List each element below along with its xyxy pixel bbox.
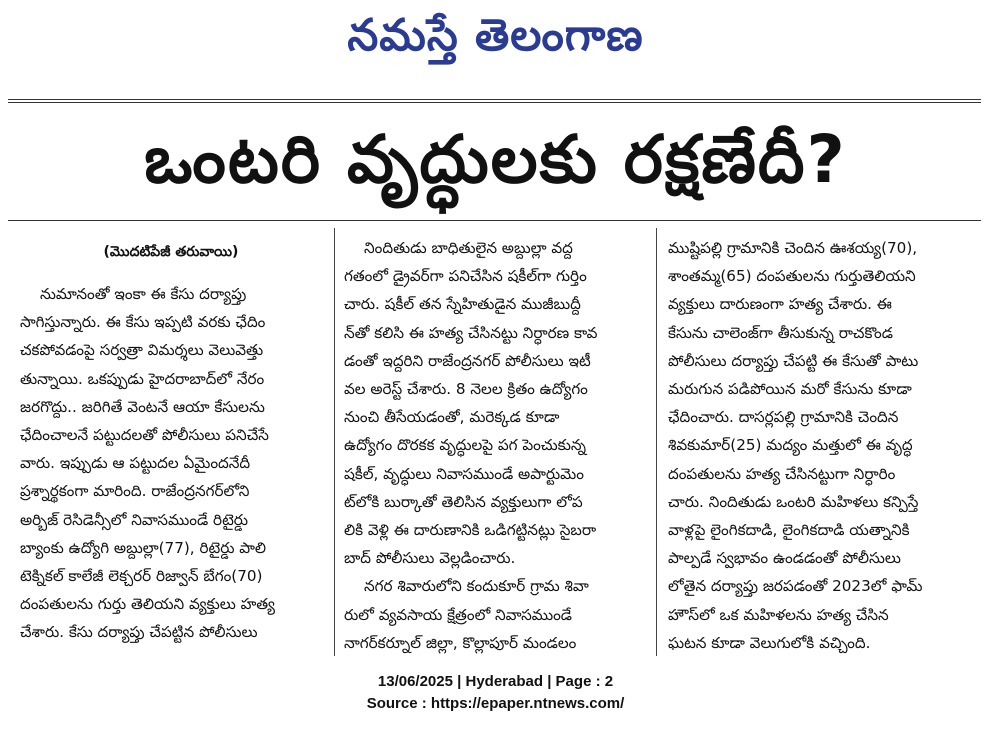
article-line: చకపోవడంపై సర్వత్రా విమర్శలు వెలువెత్తు <box>20 341 264 360</box>
article-column-2 <box>344 234 646 654</box>
article-line: నుంచి తీసేయడంతో, మరెక్కడ కూడా <box>344 408 560 427</box>
footer-source-line: Source : https://epaper.ntnews.com/ <box>366 695 625 712</box>
article-line: ఉద్యోగం దొరకక వృద్ధులపై పగ పెంచుకున్న <box>344 436 587 455</box>
masthead: నమస్తే తెలంగాణ <box>347 10 644 61</box>
article-line: వ్యక్తులు దారుణంగా హత్య చేశారు. ఈ <box>668 295 892 314</box>
article-line: రులో వ్యవసాయ క్షేత్రంలో నివాసముండే <box>344 605 573 624</box>
headline: ఒంటరి వృద్ధులకు రక్షణేదీ? <box>144 121 847 198</box>
article-line: వాళ్లపై లైంగికదాడి, లైంగికదాడి యత్నానికి <box>668 521 910 540</box>
column-text <box>344 234 646 654</box>
article-line: ప్రశ్నార్థకంగా మారింది. రాజేంద్రనగర్‌లోని <box>20 482 250 501</box>
article-line: దంపతులను గుర్తు తెలియని వ్యక్తులు హత్య <box>20 595 275 614</box>
article-line: చారు. నిందితుడు ఒంటరి మహిళలు కన్పిస్తే <box>668 492 919 511</box>
article-line: లోతైన దర్యాప్తు జరపడంతో 2023లో ఫామ్ <box>668 577 923 596</box>
article-line: నిందితుడు బాధితులైన అబ్దుల్లా వద్ద <box>364 239 573 257</box>
article-line: కేసును చాలెంజ్‌గా తీసుకున్న రాచకొండ <box>668 323 893 342</box>
article-line: శాంతమ్మ(65) దంపతులను గుర్తుతెలియని <box>668 267 916 286</box>
article-column-1 <box>20 234 322 654</box>
article-line: నుమానంతో ఇంకా ఈ కేసు దర్యాప్తు <box>40 285 247 303</box>
article-line: చేశారు. కేసు దర్యాప్తు చేపట్టిన పోలీసులు <box>20 623 258 642</box>
article-line: ఛేదించాలనే పట్టుదలతో పోలీసులు పనిచేసే <box>20 426 269 445</box>
footer-date-line: 13/06/2025 | Hyderabad | Page : 2 <box>377 673 614 690</box>
column-text <box>668 234 970 654</box>
column-divider <box>334 228 335 656</box>
article-line: దంపతులను హత్య చేసినట్టుగా నిర్ధారిం <box>668 464 896 483</box>
article-line: హౌస్‌లో ఒక మహిళలను హత్య చేసిన <box>668 605 889 624</box>
article-line: సాగిస్తున్నారు. ఈ కేసు ఇప్పటి వరకు ఛేదిం <box>20 313 266 332</box>
headline-rule <box>8 220 981 221</box>
article-line: టెక్నికల్ కాలేజీ లెక్చరర్ రిజ్వాన్ బేగం(70) <box>20 567 263 586</box>
column-divider <box>656 228 657 656</box>
article-line: న్‌తో కలిసి ఈ హత్య చేసినట్టు నిర్ధారణ కావ <box>344 323 598 342</box>
article-line: పోలీసులు దర్యాప్తు చేపట్టి ఈ కేసుతో పాటు <box>668 351 919 370</box>
article-line: షకీల్, వృద్ధులు నివాసముండే అపార్టుమెం <box>344 464 584 483</box>
article-line: ఘటన కూడా వెలుగులోకి వచ్చింది. <box>668 633 871 652</box>
article-line: అర్బిజ్ రెసిడెన్సీలో నివాసముండే రిటైర్డు <box>20 510 249 529</box>
jump-note: (మొదటిపేజీ తరువాయి) <box>103 244 239 260</box>
article-line: వల అరెస్ట్ చేశారు. 8 నెలల క్రితం ఉద్యోగం <box>344 380 588 399</box>
article-line: గతంలో డ్రైవర్‌గా పనిచేసిన షకీల్‌గా గుర్తిం <box>344 267 587 286</box>
article-line: నగర శివారులోని కందుకూర్ గ్రామ శివా <box>364 577 589 596</box>
article-line: ముష్టిపల్లి గ్రామానికి చెందిన ఊశయ్య(70), <box>668 239 918 257</box>
column-text <box>20 280 322 647</box>
masthead-rule-thin <box>8 102 981 103</box>
article-line: ఛేదించారు. దాసర్లపల్లి గ్రామానికి చెందిన <box>668 408 899 427</box>
article-line: మరుగున పడిపోయిన మరో కేసును కూడా <box>668 380 912 399</box>
article-line: బ్యాంకు ఉద్యోగి అబ్దుల్లా(77), రిటైర్డు పాలి <box>20 538 267 557</box>
masthead-rule <box>8 99 981 100</box>
article-line: నాగర్‌కర్నూల్ జిల్లా, కొల్లాపూర్ మండలం <box>344 633 577 652</box>
article-line: చారు. షకీల్ తన స్నేహితుడైన ముజీబుద్దీ <box>344 295 581 314</box>
article-line: డంతో ఇద్దరిని రాజేంద్రనగర్ పోలీసులు ఇటీ <box>344 351 591 370</box>
article-column-3 <box>668 234 970 654</box>
article-line: శివకుమార్(25) మద్యం మత్తులో ఈ వృద్ధ <box>668 436 913 455</box>
article-line: తున్నాయి. ఒకప్పుడు హైదరాబాద్‌లో నేరం <box>20 369 265 388</box>
article-line: వారు. ఇప్పుడు ఆ పట్టుదల ఏమైందనేదీ <box>20 454 251 473</box>
article-line: ట్‌లోకి బుర్కాతో తెలిసిన వ్యక్తులుగా లోప <box>344 492 583 511</box>
article-line: పాల్పడే స్వభావం ఉండడంతో పోలీసులు <box>668 549 901 568</box>
article-line: బాద్ పోలీసులు వెల్లడించారు. <box>344 549 516 568</box>
article-line: జరగొద్దు.. జరిగితే వెంటనే ఆయా కేసులను <box>20 397 265 416</box>
article-line: లికి వెళ్లి ఈ దారుణానికి ఒడిగట్టినట్లు సైబరా <box>344 521 597 540</box>
